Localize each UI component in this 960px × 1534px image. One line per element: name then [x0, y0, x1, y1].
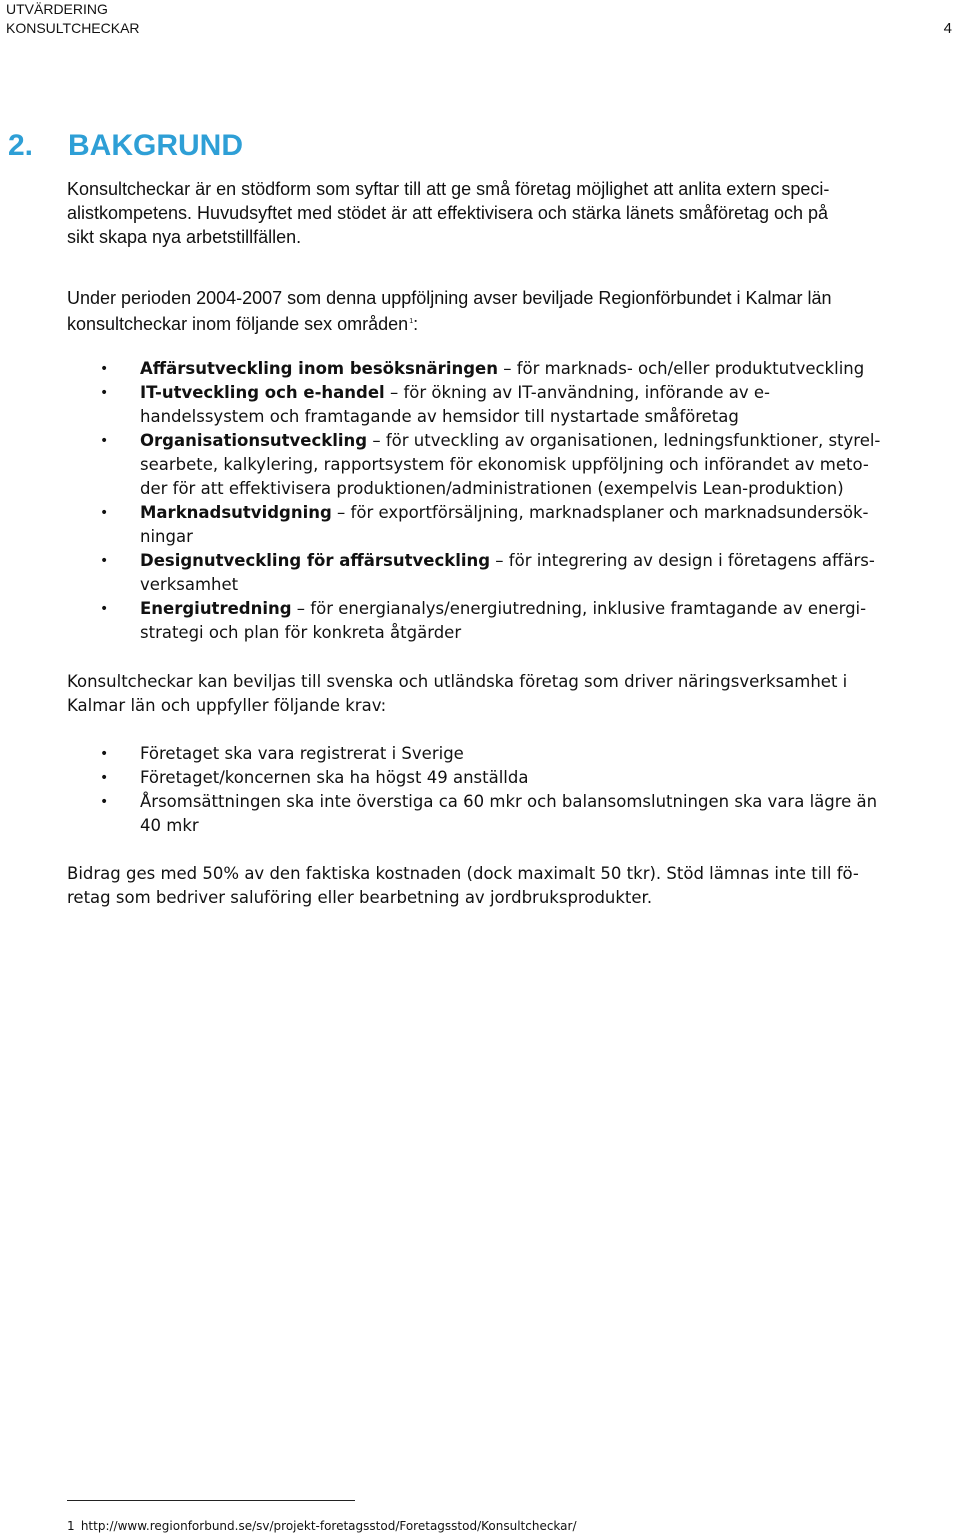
- list-item: [0, 549, 960, 597]
- list-item: [0, 766, 960, 790]
- section-title: BAKGRUND: [68, 129, 243, 162]
- text-line: alistkompetens. Huvudsyftet med stödet är att effektivisera och stärka länets småföretag och på: [67, 203, 829, 223]
- text-line: Bidrag ges med 50% av den faktiska kostnaden (dock maximalt 50 tkr). Stöd lämnas inte till fö-: [67, 864, 859, 883]
- header-title-line2: KONSULTCHECKAR: [6, 20, 140, 36]
- bullet-icon: •: [100, 553, 109, 569]
- area-description: ningar: [140, 527, 193, 546]
- area-title: IT-utveckling och e-handel: [140, 383, 385, 402]
- page-number: 4: [943, 20, 952, 37]
- area-title: Designutveckling för affärsutveckling: [140, 551, 491, 570]
- area-description: – för integrering av design i företagens affärs-: [490, 551, 875, 570]
- text-line: Kalmar län och uppfyller följande krav:: [67, 696, 387, 715]
- area-title: Affärsutveckling inom besöksnäringen: [140, 359, 498, 378]
- section-number: 2.: [8, 129, 34, 162]
- area-description: – för utveckling av organisationen, ledningsfunktioner, styrel-: [367, 431, 881, 450]
- section-heading: [8, 128, 243, 164]
- requirement-text: 40 mkr: [140, 816, 199, 835]
- period-line2-end: :: [413, 314, 419, 334]
- footnote-divider: [67, 1500, 355, 1501]
- area-title: Organisationsutveckling: [140, 431, 368, 450]
- area-description: – för energianalys/energiutredning, inklusive framtagande av energi-: [291, 599, 867, 618]
- list-item: [0, 742, 960, 766]
- list-item: [0, 429, 960, 501]
- bullet-icon: •: [100, 794, 109, 810]
- requirement-text: Företaget ska vara registrerat i Sverige: [140, 744, 464, 763]
- intro-paragraph: [67, 177, 927, 249]
- footnote-reference: 1: [409, 318, 414, 325]
- text-line: sikt skapa nya arbetstillfällen.: [67, 227, 302, 247]
- text-line: Under perioden 2004-2007 som denna uppföljning avser beviljade Regionförbundet i Kalmar län: [67, 288, 832, 308]
- text-line: [67, 310, 927, 336]
- area-description: handelssystem och framtagande av hemsidor till nystartade småföretag: [140, 407, 739, 426]
- area-description: der för att effektivisera produktionen/administrationen (exempelvis Lean-produktion): [140, 479, 844, 498]
- period-paragraph: [67, 286, 927, 336]
- period-line2-text: konsultcheckar inom följande sex områden: [67, 314, 409, 334]
- area-title: Marknadsutvidgning: [140, 503, 332, 522]
- requirements-list: [0, 742, 960, 838]
- footnote-link[interactable]: http://www.regionforbund.se/sv/projekt-foretagsstod/Foretagsstod/Konsultcheckar/: [80, 1519, 577, 1533]
- text-line: retag som bedriver saluföring eller bearbetning av jordbruksprodukter.: [67, 888, 653, 907]
- area-description: verksamhet: [140, 575, 239, 594]
- eligibility-paragraph: [67, 670, 927, 718]
- area-description: strategi och plan för konkreta åtgärder: [140, 623, 462, 642]
- list-item: [0, 501, 960, 549]
- list-item: [0, 381, 960, 429]
- text-line: Konsultcheckar kan beviljas till svenska och utländska företag som driver näringsverksamhet i: [67, 672, 848, 691]
- area-description: searbete, kalkylering, rapportsystem för ekonomisk uppföljning och införandet av meto-: [140, 455, 869, 474]
- requirement-text: Årsomsättningen ska inte överstiga ca 60 mkr och balansomslutningen ska vara lägre än: [140, 792, 878, 811]
- bullet-icon: •: [100, 601, 109, 617]
- bullet-icon: •: [100, 505, 109, 521]
- footnote: [67, 1518, 577, 1534]
- area-title: Energiutredning: [140, 599, 292, 618]
- requirement-text: Företaget/koncernen ska ha högst 49 anställda: [140, 768, 529, 787]
- bullet-icon: •: [100, 746, 109, 762]
- list-item: [0, 790, 960, 838]
- areas-list: [0, 357, 960, 645]
- header-title-line1: UTVÄRDERING: [6, 1, 108, 17]
- area-description: – för ökning av IT-användning, införande av e-: [384, 383, 770, 402]
- bullet-icon: •: [100, 770, 109, 786]
- footnote-number: 1: [67, 1519, 75, 1533]
- list-item: [0, 357, 960, 381]
- bullet-icon: •: [100, 433, 109, 449]
- grant-paragraph: [67, 862, 927, 910]
- area-description: – för exportförsäljning, marknadsplaner och marknadsundersök-: [331, 503, 869, 522]
- area-description: – för marknads- och/eller produktutveckling: [497, 359, 865, 378]
- list-item: [0, 597, 960, 645]
- bullet-icon: •: [100, 385, 109, 401]
- bullet-icon: •: [100, 361, 109, 377]
- running-header: [6, 0, 140, 38]
- text-line: Konsultcheckar är en stödform som syftar till att ge små företag möjlighet att anlita extern speci-: [67, 179, 830, 199]
